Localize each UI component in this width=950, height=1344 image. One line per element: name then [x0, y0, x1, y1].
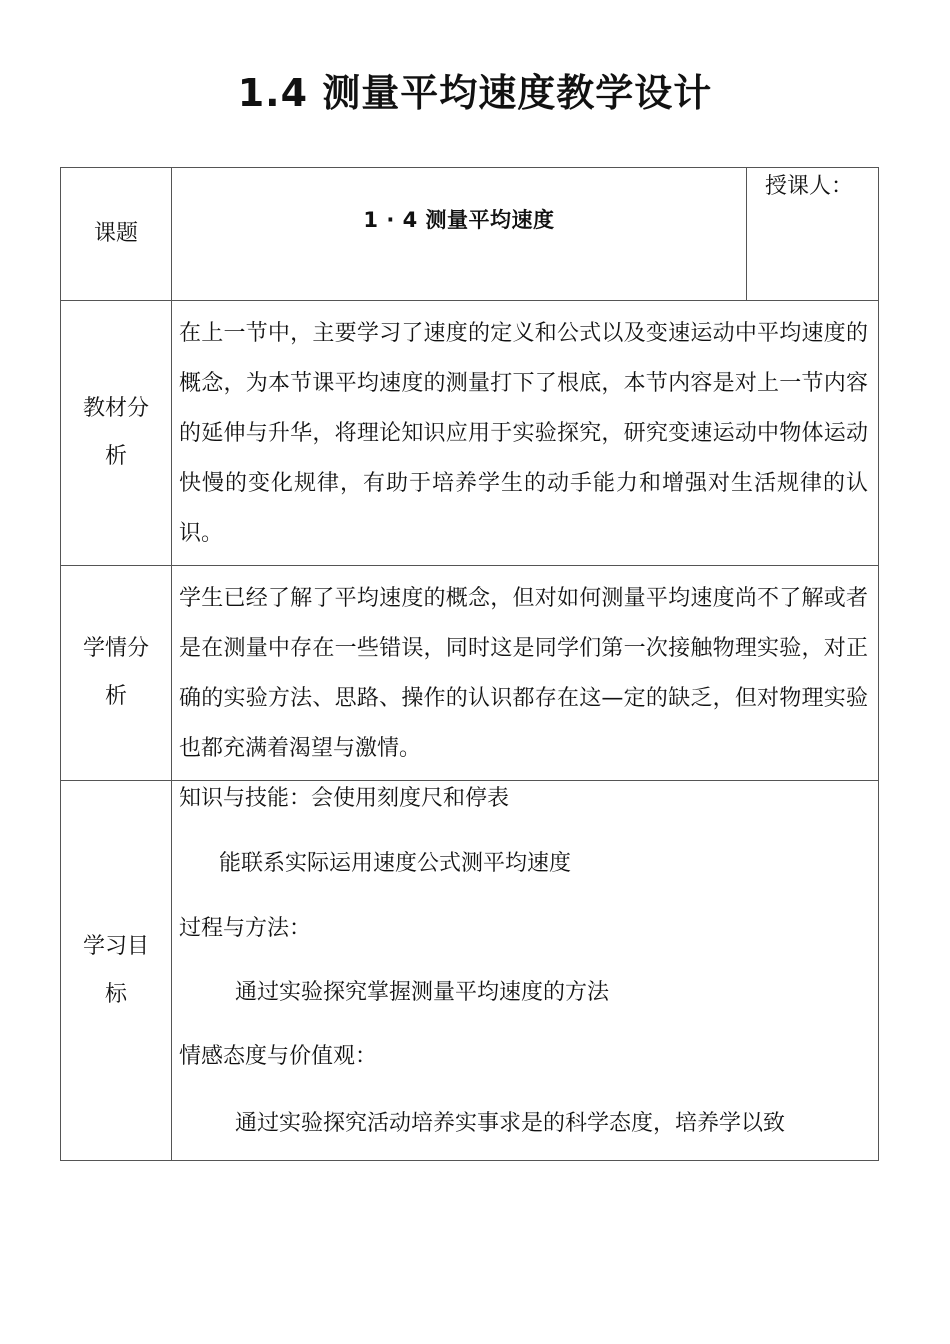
- table-row-learning-goals: [61, 781, 879, 1161]
- table-row-topic: [61, 168, 879, 301]
- student-analysis-label-line2: 析: [104, 684, 127, 709]
- table-row-material-analysis: [61, 301, 879, 566]
- student-analysis-text: 学生已经了解了平均速度的概念，但对如何测量平均速度尚不了解或者是在测量中存在一些错误，同时这是同学们第一次接触物理实验，对正确的实验方法、思路、操作的认识都存在这—定的缺乏，但对物理实验也都充满着渴望与激情。: [172, 566, 879, 781]
- goal-line-apply-formula: 能联系实际运用速度公式测平均速度: [219, 851, 572, 876]
- goal-line-attitude-heading: 情感态度与价值观：: [179, 1044, 378, 1069]
- lesson-plan-table: [60, 167, 879, 1161]
- table-row-student-analysis: [61, 566, 879, 781]
- student-analysis-label: [61, 566, 172, 781]
- goal-line-attitude: 通过实验探究活动培养实事求是的科学态度，培养学以致: [235, 1111, 786, 1136]
- topic-value: 1 · 4 测量平均速度: [363, 208, 555, 232]
- goal-line-process-heading: 过程与方法：: [179, 916, 312, 941]
- student-analysis-label-line1: 学情分: [82, 636, 149, 661]
- learning-goals-label-line2: 标: [104, 981, 127, 1007]
- topic-cell: [172, 168, 747, 301]
- learning-goals-label-line1: 学习目: [82, 933, 149, 959]
- material-analysis-label: [61, 301, 172, 566]
- material-analysis-label-line1: 教材分: [82, 396, 149, 421]
- goal-line-knowledge: 知识与技能：会使用刻度尺和停表: [179, 786, 510, 811]
- teacher-label: 授课人：: [747, 168, 879, 301]
- topic-label: 课题: [61, 168, 172, 301]
- goal-line-process: 通过实验探究掌握测量平均速度的方法: [235, 980, 610, 1005]
- material-analysis-label-line2: 析: [104, 444, 127, 469]
- material-analysis-text: 在上一节中，主要学习了速度的定义和公式以及变速运动中平均速度的概念，为本节课平均速度的测量打下了根底，本节内容是对上一节内容的延伸与升华，将理论知识应用于实验探究，研究变速运动中物体运动快慢的变化规律，有助于培养学生的动手能力和增强对生活规律的认识。: [172, 301, 879, 566]
- learning-goals-content: [172, 781, 879, 1161]
- document-title: 1.4 测量平均速度教学设计: [237, 71, 713, 115]
- learning-goals-label: [61, 781, 172, 1161]
